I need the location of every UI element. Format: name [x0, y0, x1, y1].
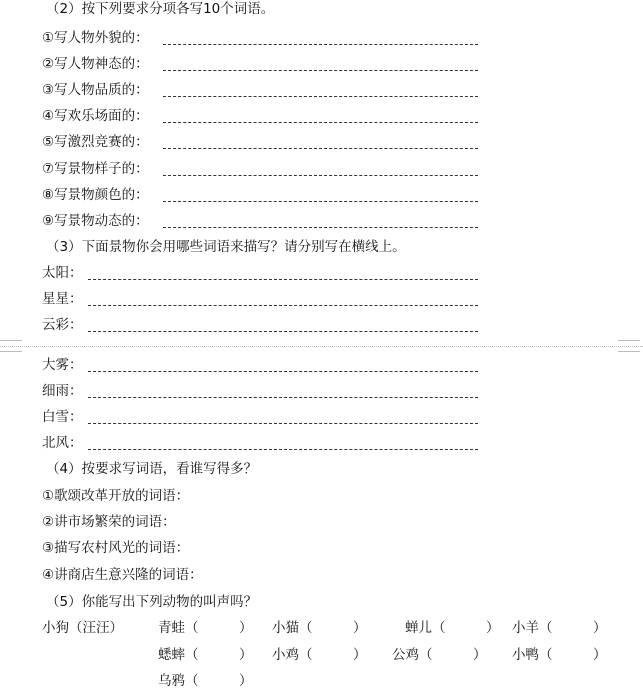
section2-item-label: ④写欢乐场面的： — [42, 108, 149, 124]
section3-item-label: 云彩： — [42, 317, 83, 333]
answer-line[interactable] — [163, 227, 478, 228]
animal-sound-blank[interactable]: 蝉儿（ ） — [405, 620, 500, 636]
answer-line[interactable] — [88, 305, 478, 306]
section2-item-label: ⑦写景物样子的： — [42, 161, 149, 177]
section2-title: （2）按下列要求分项各写10个词语。 — [46, 1, 275, 17]
animal-sound-blank[interactable]: 小羊（ ） — [512, 620, 607, 636]
section3-item-label: 星星： — [42, 291, 83, 307]
section2-item-label: ①写人物外貌的： — [42, 30, 149, 46]
answer-line[interactable] — [88, 423, 478, 424]
section3-item-label: 北风： — [42, 435, 83, 451]
section3-title: （3）下面景物你会用哪些词语来描写？请分别写在横线上。 — [46, 239, 406, 255]
animal-sound-blank[interactable]: 蟋蟀（ ） — [158, 647, 253, 663]
section4-item: ①歌颂改革开放的词语： — [42, 488, 190, 504]
answer-line[interactable] — [163, 175, 478, 176]
animal-sound-blank[interactable]: 青蛙（ ） — [158, 620, 253, 636]
section4-title: （4）按要求写词语，看谁写得多？ — [46, 461, 258, 477]
answer-line[interactable] — [163, 201, 478, 202]
page-break-line — [0, 346, 643, 347]
animal-sound-blank[interactable]: 小猫（ ） — [272, 620, 367, 636]
answer-line[interactable] — [163, 96, 478, 97]
section3-item-label: 细雨： — [42, 383, 83, 399]
section3-item-label: 白雪： — [42, 409, 83, 425]
animal-sound-blank[interactable]: 小鸡（ ） — [272, 647, 367, 663]
section4-item: ③描写农村风光的词语： — [42, 540, 190, 556]
answer-line[interactable] — [88, 279, 478, 280]
page-break-marker-left — [0, 340, 22, 352]
answer-line[interactable] — [88, 331, 478, 332]
animal-sound-blank[interactable]: 公鸡（ ） — [392, 647, 487, 663]
section3-item-label: 太阳： — [42, 265, 83, 281]
section2-item-label: ③写人物品质的： — [42, 82, 149, 98]
section2-item-label: ②写人物神态的： — [42, 56, 149, 72]
section3-item-label: 大雾： — [42, 357, 83, 373]
answer-line[interactable] — [163, 122, 478, 123]
animal-sound-example: 小狗（汪汪） — [42, 620, 123, 636]
section2-item-label: ⑤写激烈竞赛的： — [42, 134, 149, 150]
answer-line[interactable] — [88, 371, 478, 372]
section2-item-label: ⑧写景物颜色的： — [42, 187, 149, 203]
section4-item: ②讲市场繁荣的词语： — [42, 514, 176, 530]
animal-sound-blank[interactable]: 乌鸦（ ） — [158, 673, 253, 689]
section5-title: （5）你能写出下列动物的叫声吗？ — [46, 594, 258, 610]
answer-line[interactable] — [163, 44, 478, 45]
animal-sound-blank[interactable]: 小鸭（ ） — [512, 647, 607, 663]
answer-line[interactable] — [163, 148, 478, 149]
page-break-marker-right — [618, 340, 640, 352]
answer-line[interactable] — [88, 449, 478, 450]
section4-item: ④讲商店生意兴隆的词语： — [42, 567, 203, 583]
section2-item-label: ⑨写景物动态的： — [42, 213, 149, 229]
answer-line[interactable] — [163, 70, 478, 71]
answer-line[interactable] — [88, 397, 478, 398]
